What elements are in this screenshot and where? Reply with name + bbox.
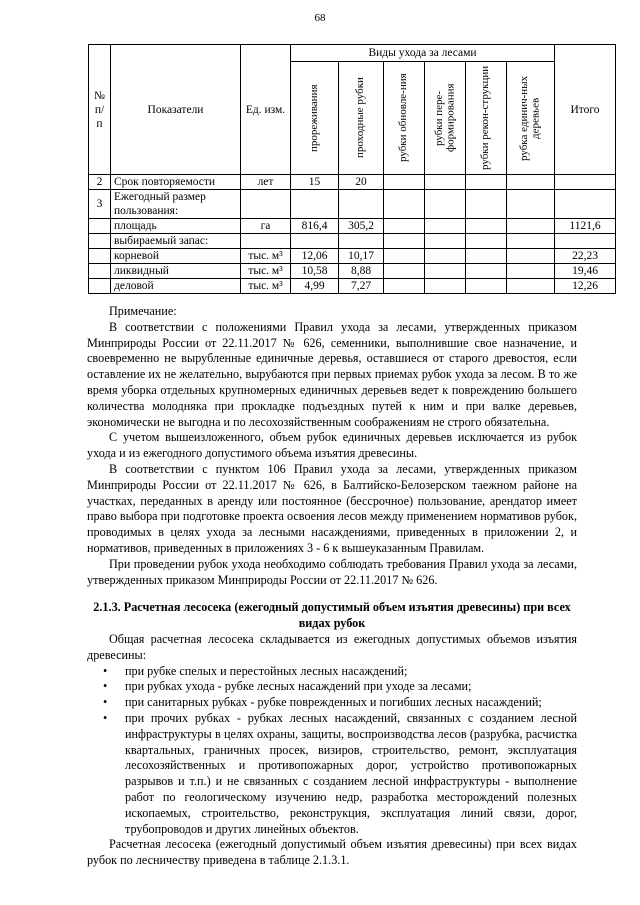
final-paragraph: Расчетная лесосека (ежегодный допустимый объем изъятия древесины) при всех видах рубок по лесничеству приведена в таблице 2.1.3.1. (87, 837, 577, 868)
list-item: • при прочих рубках - рубках лесных насаждений, связанных с созданием лесной инфраструктуры в целях охраны, защиты, воспроизводства лесов (разрубка, расчистка квартальных, граничных просек, визиров, строительство, ремонт, эксплуатация лесохозяйственных и противопожарных дорог, устройство противопожарных разрывов и т.п.) и не связанных с созданием лесной инфраструктуры - выполнение работ по геологическому изучению недр, разработка месторождений полезных ископаемых, строительство, реконструкция, эксплуатация линий связи, дорог, трубопроводов и других линейных объектов. (87, 711, 577, 837)
col-unit-header: Ед. изм. (241, 45, 291, 175)
page-number: 68 (314, 12, 326, 24)
type-header: прореживания (291, 62, 339, 175)
list-item: • при санитарных рубках - рубке поврежденных и погибших лесных насаждений; (87, 695, 577, 711)
table-row: 2 Срок повторяемости лет 15 20 (89, 175, 616, 190)
paragraph: С учетом вышеизложенного, объем рубок единичных деревьев исключается из рубок ухода и из ежегодного допустимого объема изъятия древесины. (87, 430, 577, 461)
type-header: рубки рекон-струкции (466, 62, 507, 175)
type-header: проходные рубки (339, 62, 384, 175)
list-item: • при рубках ухода - рубке лесных насаждений при уходе за лесами; (87, 679, 577, 695)
table-row: ликвидный тыс. м³ 10,58 8,88 19,46 (89, 264, 616, 279)
col-total-header: Итого (555, 45, 616, 175)
type-header: рубки пере-формирования (425, 62, 466, 175)
col-indicator-header: Показатели (111, 45, 241, 175)
table-header-row (89, 45, 616, 62)
section-title: 2.1.3. Расчетная лесосека (ежегодный допустимый объем изъятия древесины) при всех видах рубок (93, 600, 571, 631)
table-row: корневой тыс. м³ 12,06 10,17 22,23 (89, 249, 616, 264)
bullet-list (87, 664, 577, 838)
indicators-table (88, 44, 616, 294)
care-types-header: Виды ухода за лесами (291, 45, 555, 62)
type-header: рубки обновле-ния (384, 62, 425, 175)
intro-paragraph: Общая расчетная лесосека складывается из ежегодных допустимых объемов изъятия древесины: (87, 631, 577, 662)
list-item: • при рубке спелых и перестойных лесных насаждений; (87, 664, 577, 680)
note-title: Примечание: (109, 304, 177, 318)
table-row: выбираемый запас: (89, 234, 616, 249)
paragraph: В соответствии с пунктом 106 Правил ухода за лесами, утвержденных приказом Минприроды России от 22.11.2017 № 626, в Балтийско-Белозерском таежном районе на участках, переданных в аренду или постоянное (бессрочное) пользование, арендатор имеет право выбора при подготовке проекта освоения лесов между применением нормативов рубок, проводимых в целях ухода за лесными насаждениями, приведенных в приложении 2, и нормативов, приведенных в приложениях 3 - 6 к вышеуказанным Правилам. (87, 461, 577, 555)
col-num-header: № п/п (89, 45, 111, 175)
table-row: площадь га 816,4 305,2 1121,6 (89, 219, 616, 234)
body-text (87, 304, 577, 869)
type-header: рубка единич-ных деревьев (507, 62, 555, 175)
paragraph: В соответствии с положениями Правил ухода за лесами, утвержденных приказом Минприроды России от 22.11.2017 № 626, семенники, выполнившие свое назначение, и своевременно не вырубленные единичные деревья, оставшиеся от старого древостоя, если оставление их не желательно, вырубаются при первых приемах рубок ухода за лесом. В то же время уборка отдельных крупномерных единичных деревьев ведет к повреждению большего количества молодняка при прокладке подъездных путей к ним и при валке деревьев, экономически не выгодна и по лесохозяйственным соображениям не строго обязательна. (87, 319, 577, 429)
table-row: 3 Ежегодный размер пользования: (89, 190, 616, 219)
paragraph: При проведении рубок ухода необходимо соблюдать требования Правил ухода за лесами, утвержденных приказом Минприроды России от 22.11.2017 № 626. (87, 556, 577, 587)
table-row: деловой тыс. м³ 4,99 7,27 12,26 (89, 279, 616, 294)
